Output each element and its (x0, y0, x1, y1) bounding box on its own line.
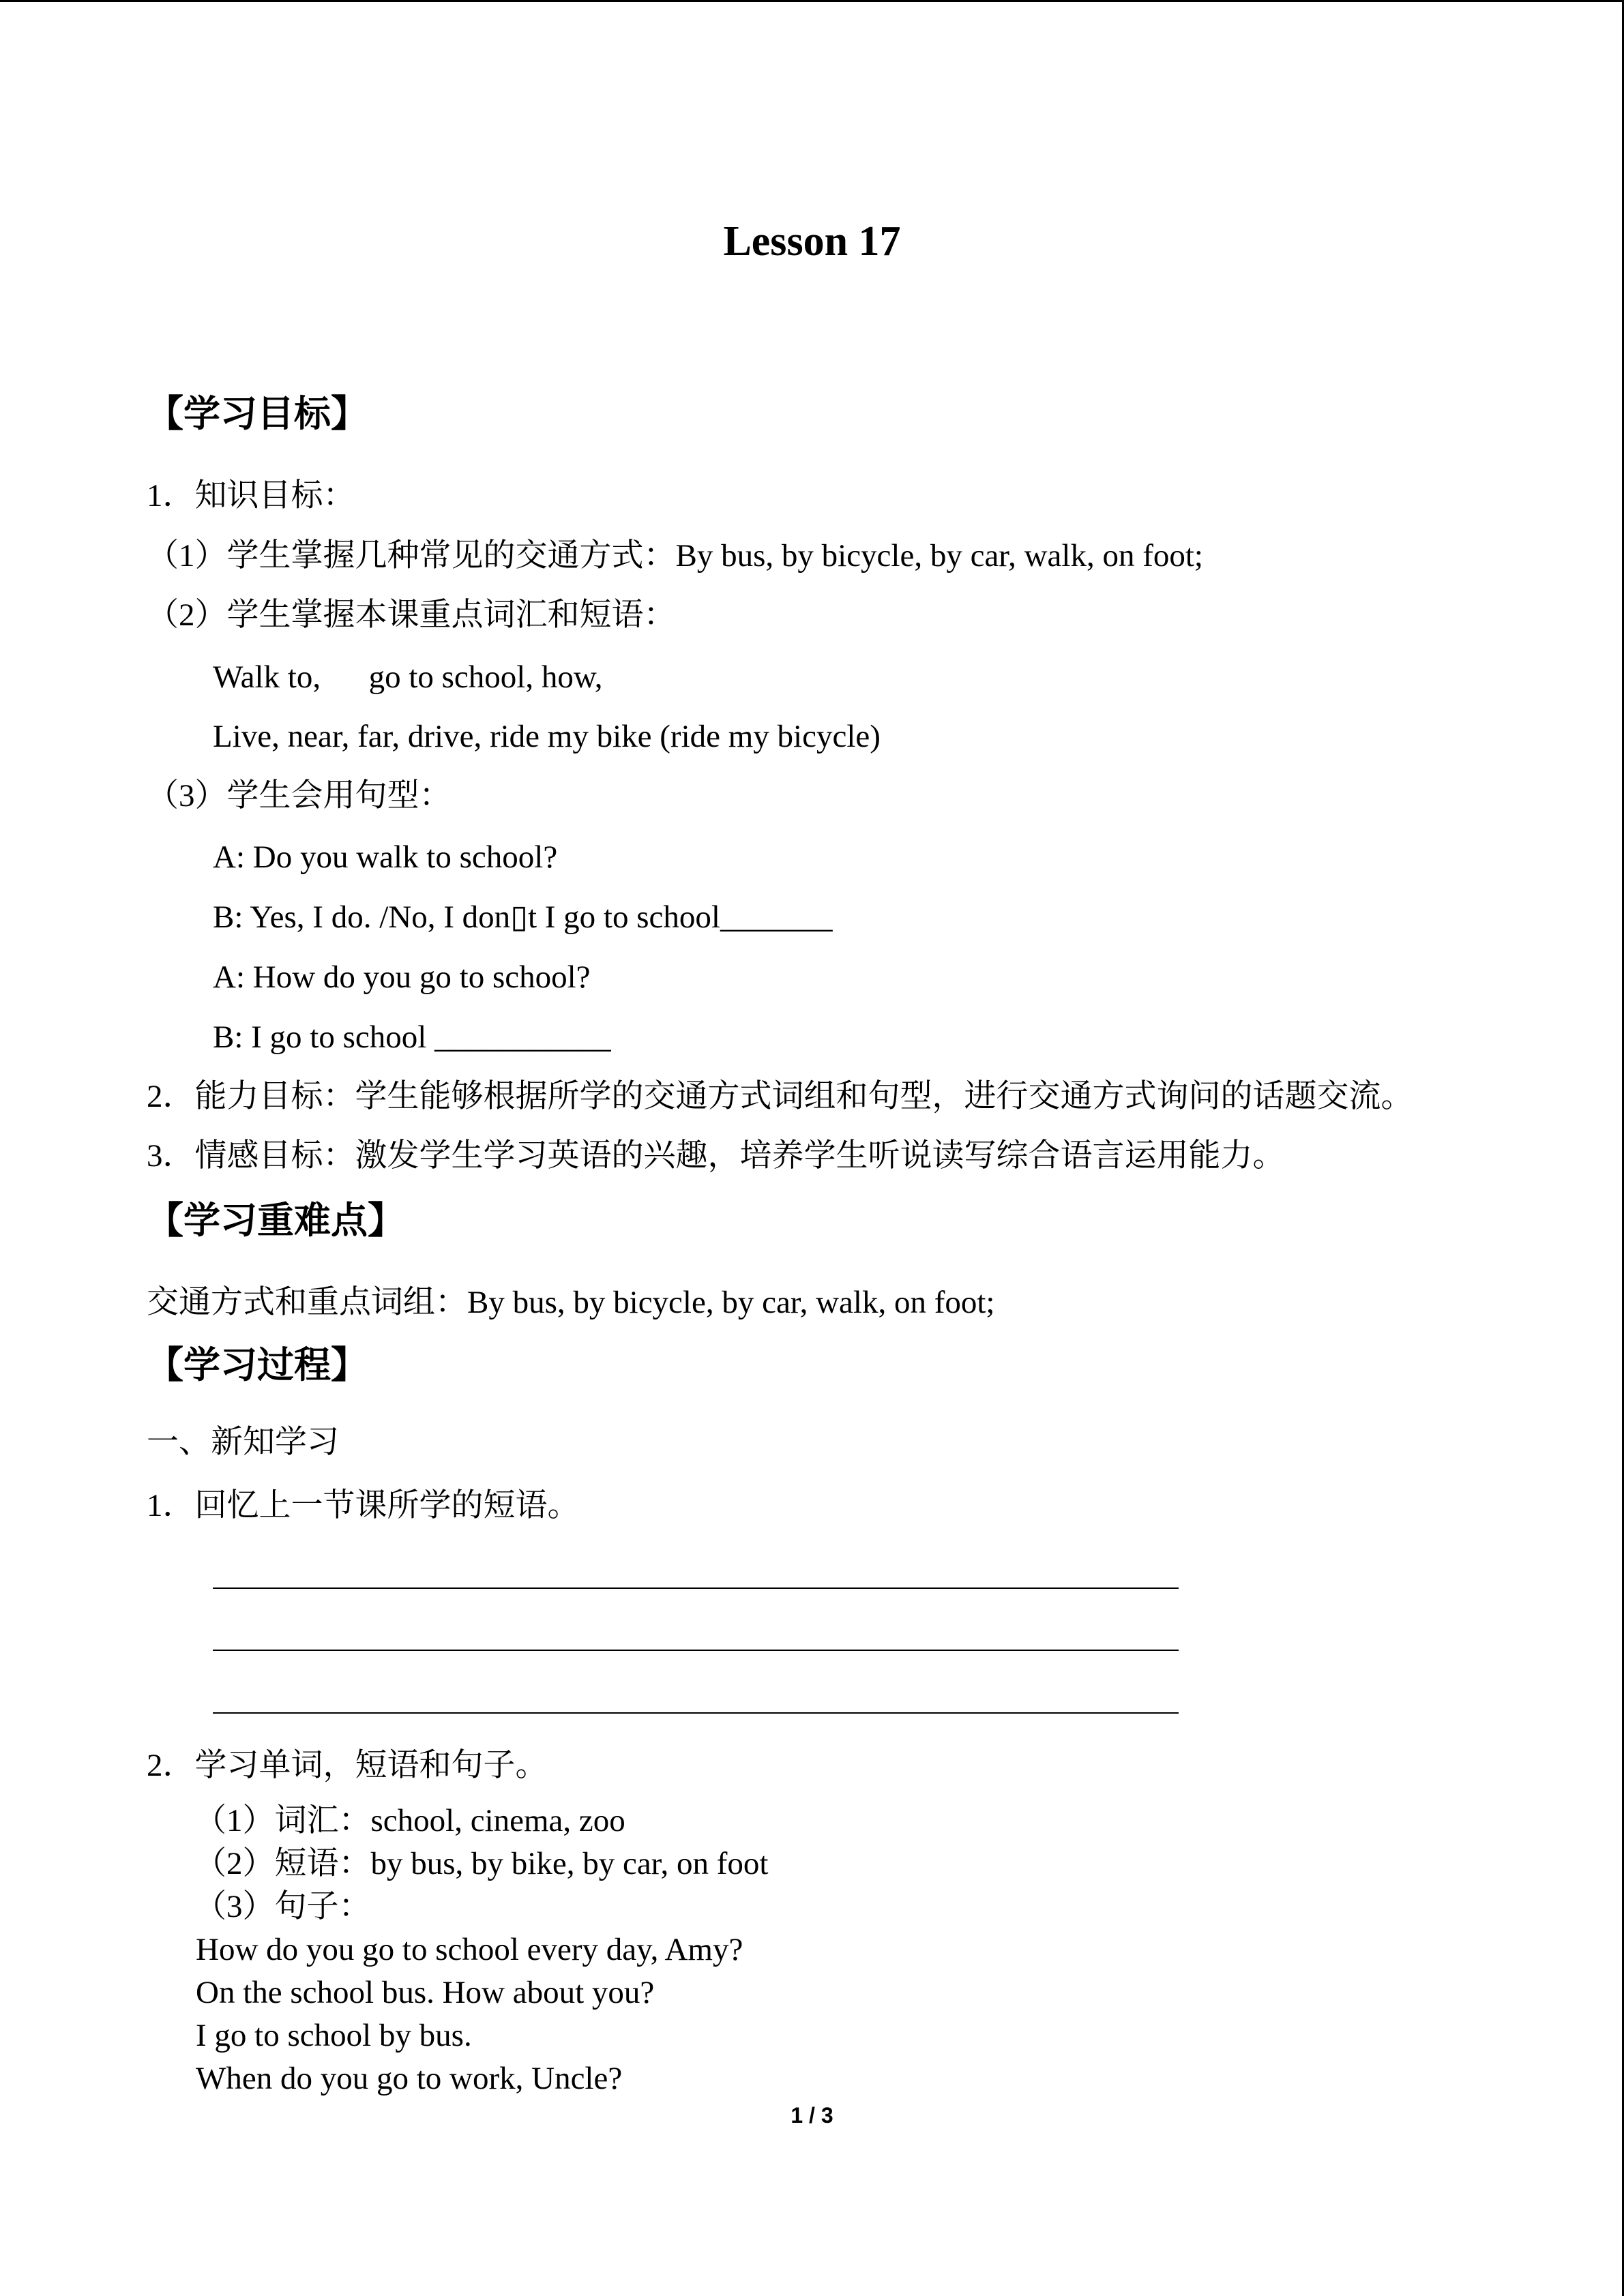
ability-objective: 2．能力目标：学生能够根据所学的交通方式词组和句型，进行交通方式询问的话题交流。 (147, 1079, 1413, 1114)
sentence-1: How do you go to school every day, Amy? (196, 1932, 743, 1967)
sentence-4: When do you go to work, Uncle? (196, 2061, 623, 2096)
pattern-line-2: B: Yes, I do. /No, I don▯t I go to school_______ (213, 899, 833, 935)
objectives-heading: 【学习目标】 (147, 393, 368, 434)
page-title: Lesson 17 (723, 218, 901, 265)
new-knowledge-label: 一、新知学习 (147, 1425, 339, 1460)
step-2: 2．学习单词，短语和句子。 (147, 1748, 548, 1783)
vocab-line-1: Walk to, go to school, how, (213, 659, 603, 695)
sentence-2: On the school bus. How about you? (196, 1975, 655, 2010)
process-heading: 【学习过程】 (147, 1345, 368, 1386)
words-line: （1）词汇：school, cinema, zoo (194, 1803, 625, 1838)
objective-sub1: （1）学生掌握几种常见的交通方式：By bus, by bicycle, by car, walk, on foot; (147, 538, 1203, 573)
emotion-objective: 3．情感目标：激发学生学习英语的兴趣，培养学生听说读写综合语言运用能力。 (147, 1138, 1285, 1174)
page-number: 1 / 3 (791, 2103, 833, 2128)
pattern-line-3: A: How do you go to school? (213, 959, 591, 995)
sentence-3: I go to school by bus. (196, 2018, 472, 2053)
sentences-label: （3）句子： (194, 1889, 371, 1924)
page-border-top (0, 0, 1624, 2)
answer-blank-2 (213, 1650, 1179, 1651)
pattern-line-4: B: I go to school ___________ (213, 1019, 611, 1055)
pattern-line-1: A: Do you walk to school? (213, 839, 558, 875)
key-points-heading: 【学习重难点】 (147, 1200, 404, 1241)
phrases-line: （2）短语：by bus, by bike, by car, on foot (194, 1846, 769, 1881)
objective-sub3: （3）学生会用句型： (147, 778, 452, 814)
step-1: 1．回忆上一节课所学的短语。 (147, 1488, 580, 1523)
vocab-line-2: Live, near, far, drive, ride my bike (ride my bicycle) (213, 719, 881, 754)
key-points-text: 交通方式和重点词组：By bus, by bicycle, by car, walk, on foot; (147, 1285, 995, 1320)
answer-blank-3 (213, 1712, 1179, 1714)
answer-blank-1 (213, 1587, 1179, 1589)
objective-sub2: （2）学生掌握本课重点词汇和短语： (147, 597, 676, 633)
knowledge-objective: 1．知识目标： (147, 478, 355, 513)
